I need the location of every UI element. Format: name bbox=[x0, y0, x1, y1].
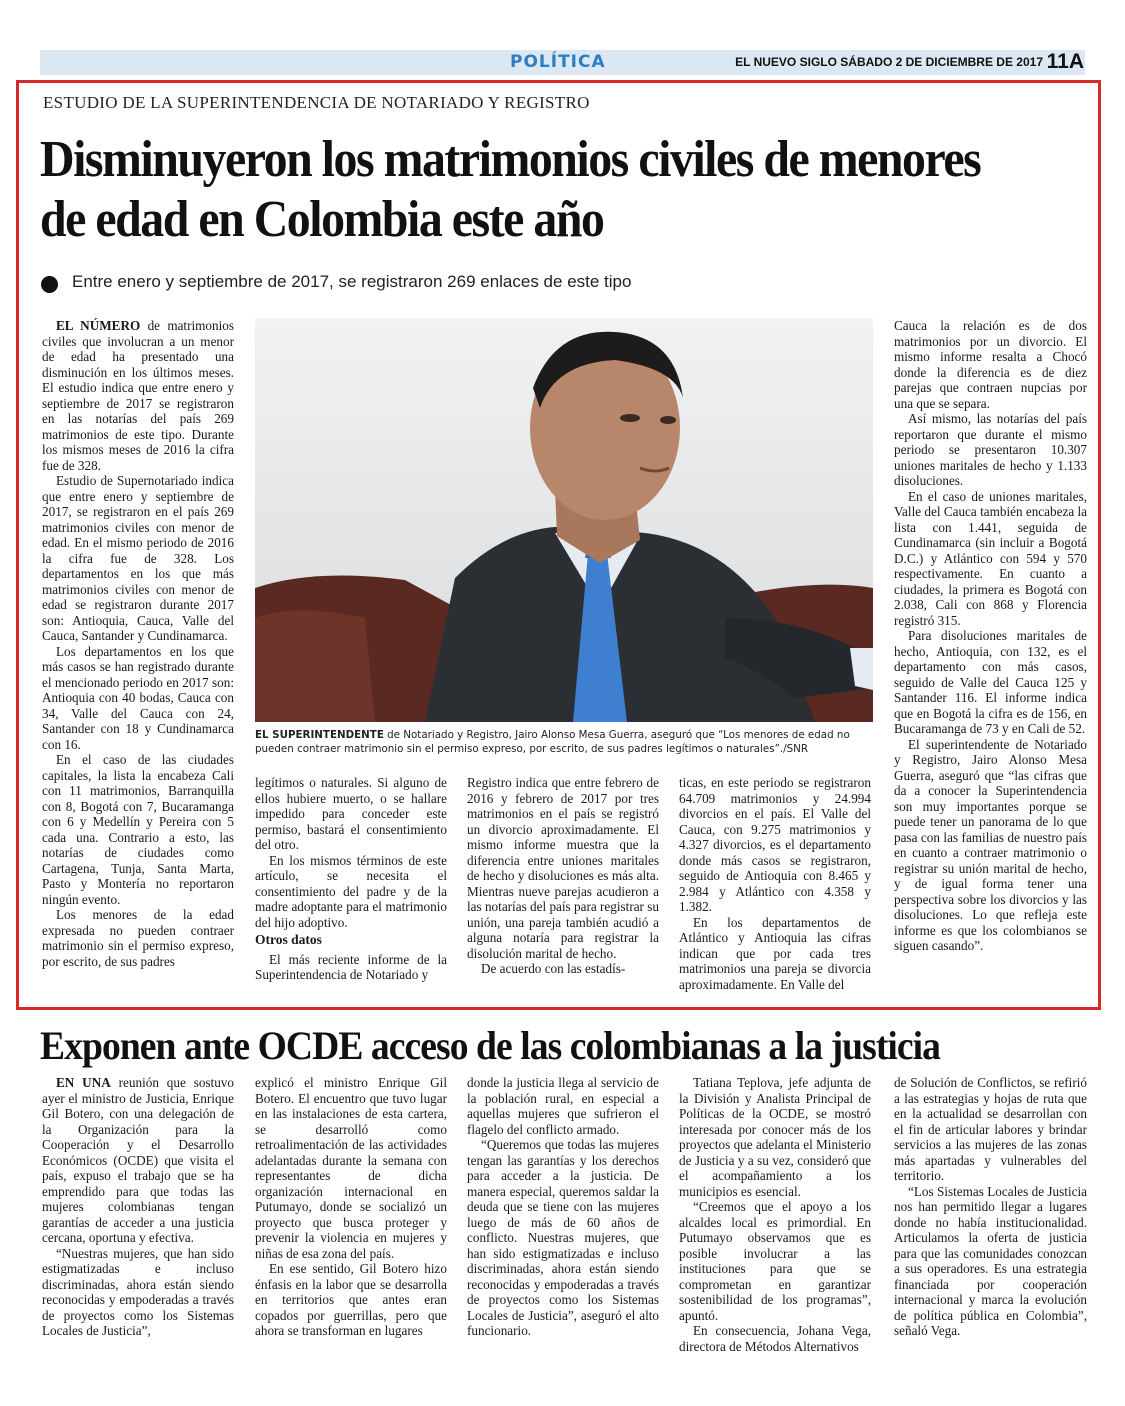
paragraph: Registro indica que entre febrero de 2016 y febrero de 2017 por tres matrimonios en el país se registró un divorcio aproximadamente. El mismo informe muestra que la diferencia entre uniones maritales de hecho y disoluciones es más alta. Mientras nueve parejas acudieron a las notarías del país para registrar su unión, una pareja también acudió a alguna notaría para registrar la disolución marital de hecho. bbox=[467, 775, 659, 961]
second-story-column-5 bbox=[894, 1075, 1087, 1339]
paragraph: Tatiana Teplova, jefe adjunta de la División y Analista Principal de Políticas de la OCDE, se mostró interesada por conocer más de los proyectos que adelanta el Ministerio de Justicia y a su vez, consideró que el acompañamiento a los municipios es esencial. bbox=[679, 1075, 871, 1199]
portrait-illustration bbox=[255, 318, 873, 722]
bullet-icon bbox=[41, 276, 58, 293]
second-story-column-1 bbox=[42, 1075, 234, 1339]
paragraph: Estudio de Supernotariado indica que entre enero y septiembre de 2017, se registraron en el país 269 matrimonios civiles con menor de edad. En el mismo periodo de 2016 la cifra fue de 328. Los departamentos en los que más matrimonios civiles con menor de edad se registraron durante 2017 son: Antioquia, Cauca, Valle del Cauca, Santander y Cundinamarca. bbox=[42, 473, 234, 643]
story-column-1 bbox=[42, 318, 234, 969]
second-story-column-4 bbox=[679, 1075, 871, 1354]
story-headline: Disminuyeron los matrimonios civiles de menores de edad en Colombia este año bbox=[40, 131, 981, 248]
caption-lead: EL SUPERINTENDENTE bbox=[255, 729, 384, 741]
section-subheading: Otros datos bbox=[255, 932, 322, 947]
paragraph: De acuerdo con las estadís- bbox=[481, 961, 626, 976]
paragraph: EL NÚMERO de matrimonios civiles que involucran a un menor de edad ha presentado una disminución en los últimos meses. El estudio indica que entre enero y septiembre de 2017 se registraron en las notarías del país 269 matrimonios de este tipo. Durante los mismos meses de 2016 la cifra fue de 328. bbox=[42, 318, 234, 473]
paragraph: En los departamentos de Atlántico y Antioquia las cifras indican que por cada tres matrimonios una pareja se divorcia aproximadamente. En Valle del bbox=[679, 914, 871, 992]
paragraph: Los menores de la edad expresada no pueden contraer matrimonio sin el permiso expreso, por escrito, de sus padres bbox=[42, 907, 234, 969]
paragraph: “Los Sistemas Locales de Justicia nos han permitido llegar a lugares donde no había institucionalidad. Articulamos la oferta de justicia para que las comunidades conozcan a sus operadores. Es una estrategia financiada por cooperación internacional y marca la evolución de política pública en Colombia”, señaló Vega. bbox=[894, 1183, 1087, 1338]
story-subheadline: Entre enero y septiembre de 2017, se registraron 269 enlaces de este tipo bbox=[72, 272, 632, 291]
paragraph: En ese sentido, Gil Botero hizo énfasis en la labor que se desarrolla en territorios que antes eran copados por guerrillas, pero que ahora se transforman en lugares bbox=[255, 1261, 447, 1338]
second-story-column-3 bbox=[467, 1075, 659, 1339]
paragraph: “Creemos que el apoyo a los alcaldes local es primordial. En Putumayo observamos que es posible involucrar a las instituciones para que se comprometan en garantizar sostenibilidad de los programas”, apuntó. bbox=[679, 1199, 871, 1323]
paragraph: Cauca la relación es de dos matrimonios por un divorcio. El mismo informe resalta a Chocó donde la diferencia es de diez parejas que contraen nupcias por una que se separa. bbox=[894, 318, 1087, 411]
story-column-2 bbox=[255, 775, 447, 983]
paragraph: EN UNA reunión que sostuvo ayer el ministro de Justicia, Enrique Gil Botero, con una delegación de la Organización para la Cooperación y el Desarrollo Económicos (OCDE) que visita el país, expuso el trabajo que se ha emprendido para que todas las mujeres colombianas tengan garantías de acceder a una justicia cercana, oportuna y efectiva. bbox=[42, 1075, 234, 1245]
paragraph: ticas, en este periodo se registraron 64.709 matrimonios y 24.994 divorcios en el país. El Valle del Cauca, con 9.275 matrimonios y 4.327 divorcios, es el departamento donde más casos se registraron, seguido de Antioquia con 8.465 y 2.984 y Atlántico con 4.358 y 1.382. bbox=[679, 775, 871, 914]
paragraph: donde la justicia llega al servicio de la población rural, en especial a aquellas mujeres que sufrieron el flagelo del conflicto armado. bbox=[467, 1075, 659, 1137]
section-label: POLÍTICA bbox=[510, 52, 606, 72]
paragraph: legítimos o naturales. Si alguno de ellos hubiere muerto, o se hallare impedido para conceder este permiso, bastará el consentimiento del otro. bbox=[255, 775, 447, 852]
paragraph: Así mismo, las notarías del país reportaron que durante el mismo periodo se presentaron 10.307 uniones maritales de hecho y 1.133 disoluciones. bbox=[894, 411, 1087, 488]
lead-words: EN UNA bbox=[56, 1075, 111, 1090]
page-number: 11A bbox=[1046, 50, 1084, 73]
paragraph: El superintendente de Notariado y Registro, Jairo Alonso Mesa Guerra, aseguró que “las cifras que da a conocer la Superintendencia son muy importantes porque se puede tener un panorama de lo que pasa con las familias de nuestro país en cuanto a contraer matrimonio o registrar su unión marital de hecho, y de igual forma tener una perspectiva sobre los divorcios y las disoluciones. Lo que refleja este informe es que los colombianos se siguen casando”. bbox=[894, 736, 1087, 953]
paragraph: “Nuestras mujeres, que han sido estigmatizadas e incluso discriminadas, ahora están siendo reconocidas y empoderadas a través de proyectos como los Sistemas Locales de Justicia”, bbox=[42, 1245, 234, 1338]
paragraph: El más reciente informe de la Superintendencia de Notariado y bbox=[255, 951, 447, 982]
lead-words: EL NÚMERO bbox=[56, 318, 141, 333]
paragraph: explicó el ministro Enrique Gil Botero. El encuentro que tuvo lugar en las instalaciones de esta cartera, se desarrolló como retroalimentación de las actividades adelantadas durante la semana con representantes de dicha organización internacional en Putumayo, donde se socializó un proyecto que busca proteger y prevenir la violencia en mujeres y niñas de esa zona del país. bbox=[255, 1075, 447, 1261]
second-story-column-2 bbox=[255, 1075, 447, 1339]
paragraph: En consecuencia, Johana Vega, directora de Métodos Alternativos bbox=[679, 1323, 871, 1354]
second-story-headline: Exponen ante OCDE acceso de las colombianas a la justicia bbox=[40, 1023, 941, 1068]
story-kicker: ESTUDIO DE LA SUPERINTENDENCIA DE NOTARIADO Y REGISTRO bbox=[43, 93, 590, 112]
paragraph: Los departamentos en los que más casos se han registrado durante el mencionado periodo en 2017 son: Antioquia con 40 bodas, Cauca con 34, Valle del Cauca con 24, Santander con 18 y Cundinamarca con 16. bbox=[42, 643, 234, 752]
paragraph: “Queremos que todas las mujeres tengan las garantías y los derechos para acceder a la justicia. De manera especial, queremos saldar la deuda que se tiene con las mujeres luego de más de 60 años de conflicto. Nuestras mujeres, que han sido estigmatizadas e incluso discriminadas, ahora están siendo reconocidas y empoderadas a través de proyectos como los Sistemas Locales de Justicia”, aseguró el alto funcionario. bbox=[467, 1137, 659, 1338]
photo-caption: EL SUPERINTENDENTE de Notariado y Registro, Jairo Alonso Mesa Guerra, aseguró que “Los menores de edad no pueden contraer matrimonio sin el permiso expreso, por escrito, de sus padres legítimos o naturales”./SNR bbox=[255, 729, 850, 755]
paragraph: En el caso de uniones maritales, Valle del Cauca también encabeza la lista con 1.441, seguida de Cundinamarca (sin incluir a Bogotá D.C.) y Atlántico con 594 y 570 respectivamente. En cuanto a ciudades, la primera es Bogotá con 2.038, Cali con 868 y Florencia registró 315. bbox=[894, 488, 1087, 628]
story-column-5 bbox=[894, 318, 1087, 954]
story-column-3 bbox=[467, 775, 659, 977]
paragraph: Para disoluciones maritales de hecho, Antioquia, con 132, es el departamento con más casos, seguido de Valle del Cauca 125 y Santander 116. El informe indica que en Bogotá la cifra es de 156, en Bucaramanga de 73 y en Cali de 52. bbox=[894, 628, 1087, 736]
paragraph: En los mismos términos de este artículo, se necesita el consentimiento del padre y de la madre adoptante para el matrimonio del hijo adoptivo. bbox=[255, 852, 447, 930]
paragraph: de Solución de Conflictos, se refirió a las estrategias y hojas de ruta que en la actualidad se desarrollan con el fin de articular labores y brindar servicios a las mujeres de las zonas más apartadas y vulnerables del territorio. bbox=[894, 1075, 1087, 1183]
superintendent-photo bbox=[255, 318, 873, 722]
folio-line: EL NUEVO SIGLO SÁBADO 2 DE DICIEMBRE DE 2017 bbox=[735, 55, 1043, 69]
paragraph: En el caso de las ciudades capitales, la lista la encabeza Cali con 11 matrimonios, Barranquilla con 8, Bogotá con 7, Bucaramanga con 6 y Medellín y Pereira con 5 cada una. Contrario a esto, las notarías de ciudades como Cartagena, Tunja, Santa Marta, Pasto y Montería no reportaron ningún evento. bbox=[42, 752, 234, 907]
story-column-4 bbox=[679, 775, 871, 992]
